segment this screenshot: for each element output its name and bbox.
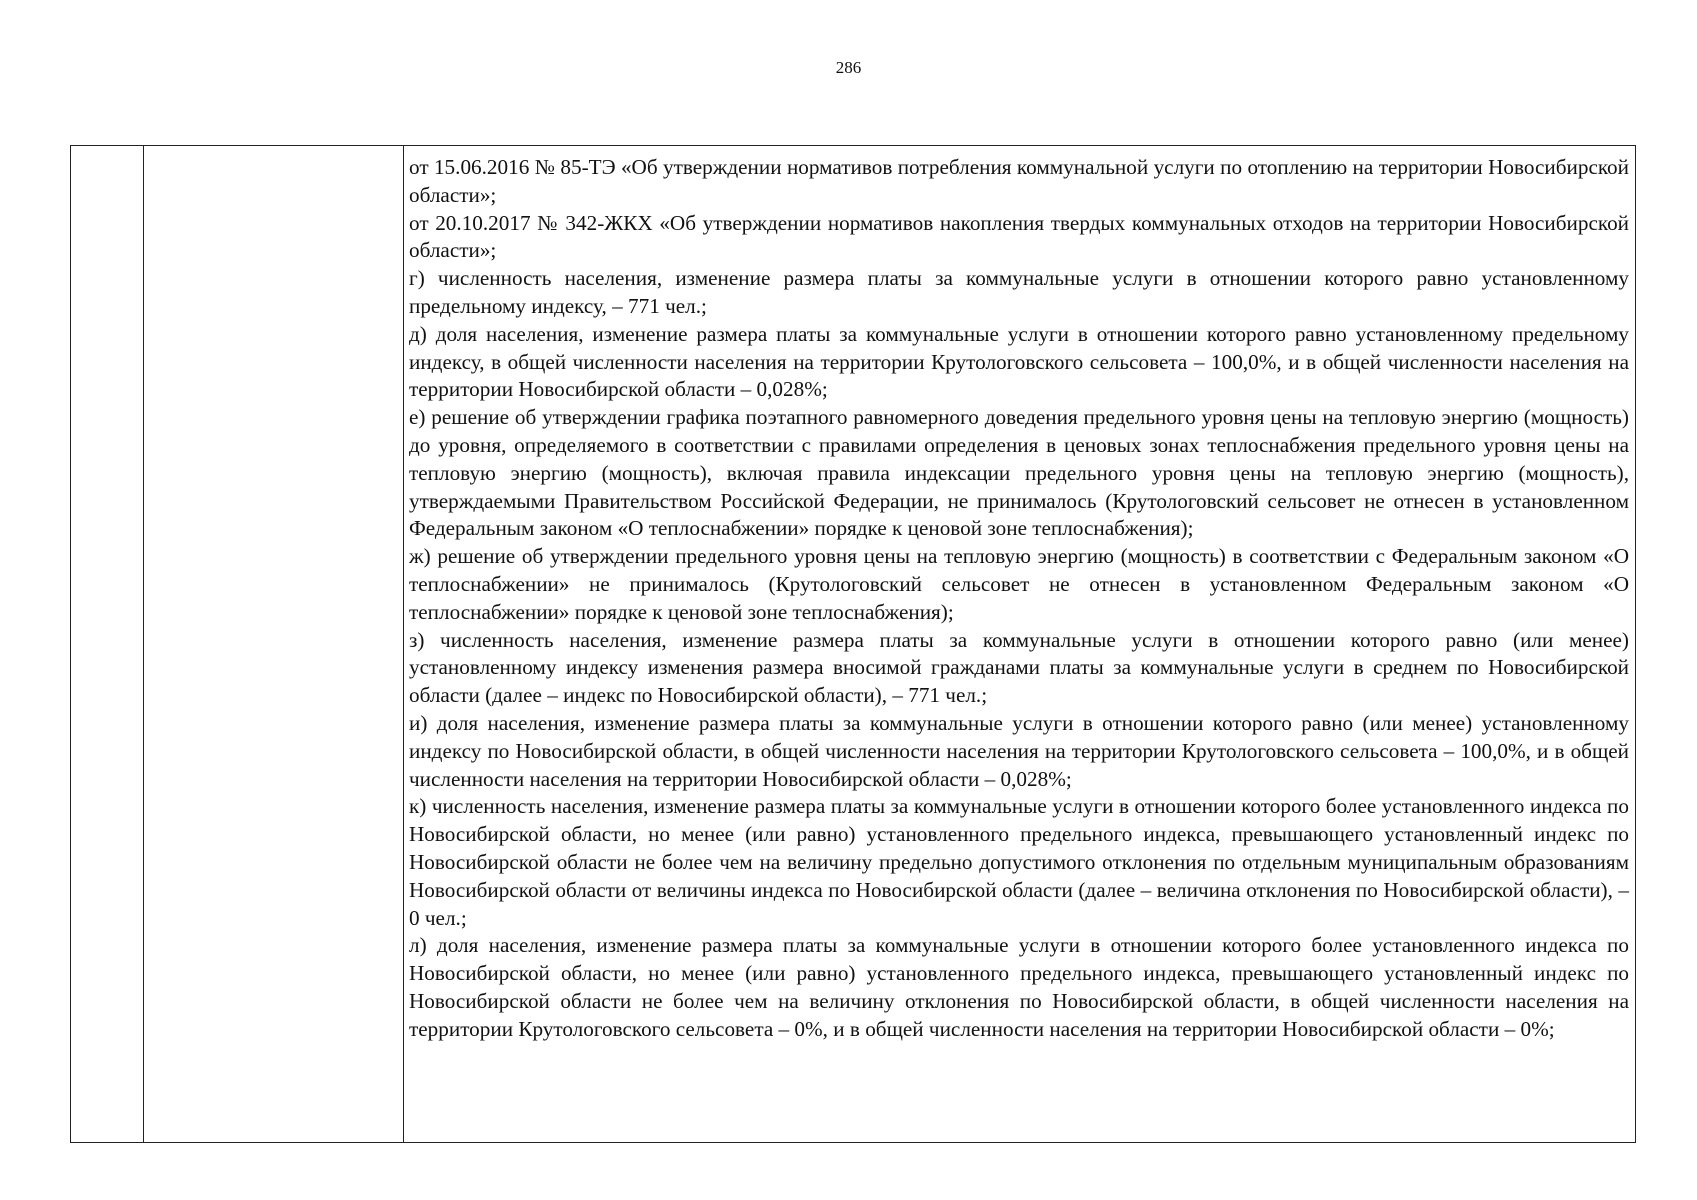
paragraph: и) доля населения, изменение размера платы за коммунальные услуги в отношении которого равно (или менее) установленному индексу по Новосибирской области, в общей численности населения на территории Крутологовского сельсовета – 100,0%, и в общей численности населения на территории Новосибирской области – 0,028%; — [409, 710, 1629, 791]
paragraph: г) численность населения, изменение размера платы за коммунальные услуги в отношении которого равно установленному предельному индексу, – 771 чел.; — [409, 266, 1629, 318]
paragraph: от 20.10.2017 № 342-ЖКХ «Об утверждении нормативов накопления твердых коммунальных отходов на территории Новосибирской области»; — [409, 210, 1629, 263]
paragraph: з) численность населения, изменение размера платы за коммунальные услуги в отношении которого равно (или менее) установленному индексу изменения размера вносимой гражданами платы за коммунальные услуги в среднем по Новосибирской области (далее – индекс по Новосибирской области), – 771 чел.; — [409, 627, 1629, 708]
paragraph: д) доля населения, изменение размера платы за коммунальные услуги в отношении которого равно установленному предельному индексу, в общей численности населения на территории Крутологовского сельсовета – 100,0%, и в общей численности населения на территории Новосибирской области – 0,028%; — [409, 321, 1629, 402]
column-divider-1 — [143, 146, 144, 1142]
table-cell-text — [409, 154, 1629, 1044]
paragraph: л) доля населения, изменение размера платы за коммунальные услуги в отношении которого более установленного индекса по Новосибирской области, но менее (или равно) установленного предельного индекса, превышающего установленный индекс по Новосибирской области не более чем на величину отклонения по Новосибирской области, в общей численности населения на территории Крутологовского сельсовета – 0%, и в общей численности населения на территории Новосибирской области – 0%; — [409, 933, 1629, 1041]
column-divider-2 — [403, 146, 404, 1142]
page-number: 286 — [835, 58, 862, 77]
document-table — [70, 145, 1636, 1143]
paragraph: е) решение об утверждении графика поэтапного равномерного доведения предельного уровня цены на тепловую энергию (мощность) до уровня, определяемого в соответствии с правилами определения в ценовых зонах теплоснабжения предельного уровня цены на тепловую энергию (мощность), включая правила индексации предельного уровня цены на тепловую энергию (мощность), утверждаемыми Правительством Российской Федерации, не принималось (Крутологовский сельсовет не отнесен в установленном Федеральным законом «О теплоснабжении» порядке к ценовой зоне теплоснабжения); — [409, 405, 1629, 541]
paragraph: ж) решение об утверждении предельного уровня цены на тепловую энергию (мощность) в соответствии с Федеральным законом «О теплоснабжении» не принималось (Крутологовский сельсовет не отнесен в установленном Федеральным законом «О теплоснабжении» порядке к ценовой зоне теплоснабжения); — [409, 544, 1629, 624]
paragraph: к) численность населения, изменение размера платы за коммунальные услуги в отношении которого более установленного индекса по Новосибирской области, но менее (или равно) установленного предельного индекса, превышающего установленный индекс по Новосибирской области не более чем на величину предельно допустимого отклонения по отдельным муниципальным образованиям Новосибирской области от величины индекса по Новосибирской области (далее – величина отклонения по Новосибирской области), – 0 чел.; — [409, 794, 1629, 930]
paragraph: от 15.06.2016 № 85-ТЭ «Об утверждении нормативов потребления коммунальной услуги по отоплению на территории Новосибирской области»; — [409, 155, 1629, 207]
